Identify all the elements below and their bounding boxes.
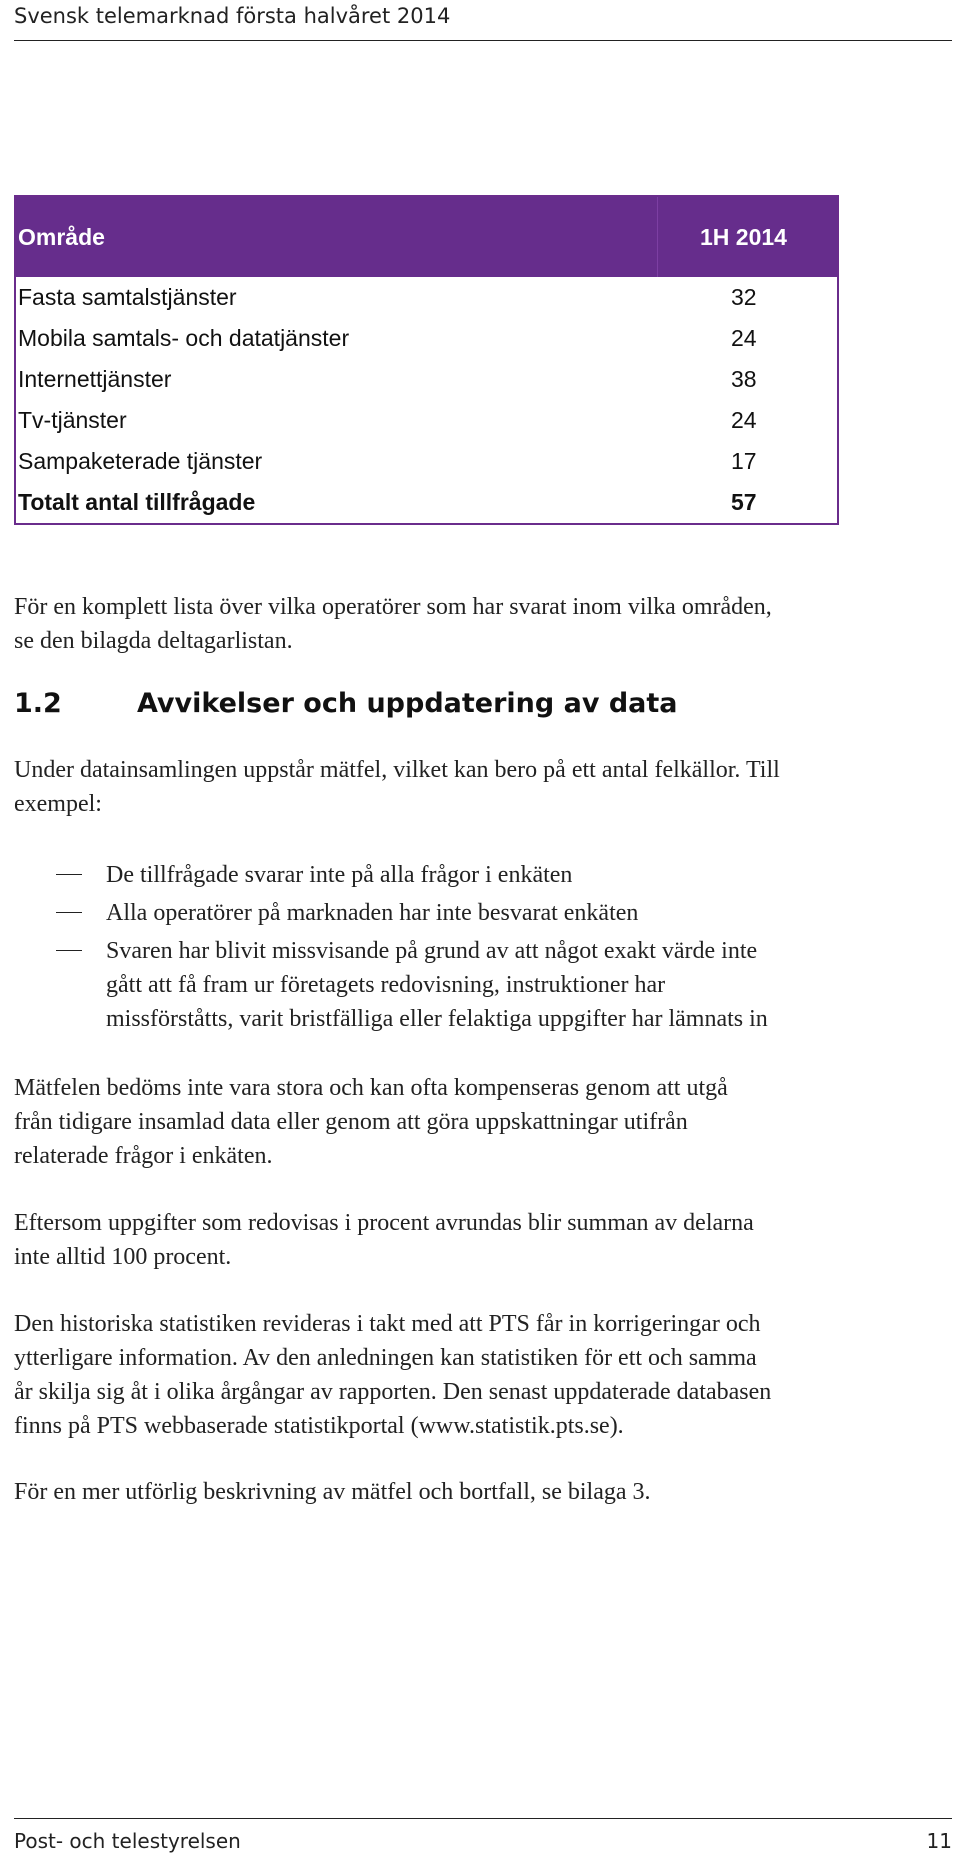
table-row: [16, 400, 837, 441]
list-item: [56, 896, 956, 930]
text-line: Den historiska statistiken revideras i takt med att PTS får in korrigeringar och: [14, 1311, 761, 1337]
respondents-table: [14, 195, 839, 525]
total-label: Totalt antal tillfrågade: [18, 489, 256, 515]
text-line: För en komplett lista över vilka operatörer som har svarat inom vilka områden,: [14, 594, 772, 620]
page-number: 11: [926, 1829, 952, 1853]
list-item-text: Alla operatörer på marknaden har inte besvarat enkäten: [106, 900, 639, 926]
text-line: se den bilagda deltagarlistan.: [14, 628, 293, 654]
text-line: finns på PTS webbaserade statistikportal (www.statistik.pts.se).: [14, 1413, 624, 1439]
dash-bullet-icon: [56, 896, 106, 930]
page-footer: [14, 1818, 952, 1853]
section-heading: [14, 688, 678, 719]
text-line: relaterade frågor i enkäten.: [14, 1143, 273, 1169]
table-total-row: [16, 482, 837, 523]
row-value: 17: [731, 448, 757, 474]
paragraph-rounding: [14, 1206, 954, 1274]
row-value: 38: [731, 366, 757, 392]
paragraph-appendix-reference: [14, 1475, 954, 1509]
text-line: Under datainsamlingen uppstår mätfel, vilket kan bero på ett antal felkällor. Till: [14, 757, 780, 783]
text-line: inte alltid 100 procent.: [14, 1244, 232, 1270]
list-item-text: De tillfrågade svarar inte på alla frågor i enkäten: [106, 862, 573, 888]
total-value: 57: [731, 489, 757, 515]
row-label: Tv-tjänster: [18, 407, 127, 433]
row-value: 32: [731, 284, 757, 310]
text-line: För en mer utförlig beskrivning av mätfel och bortfall, se bilaga 3.: [14, 1479, 651, 1505]
section-title: Avvikelser och uppdatering av data: [137, 688, 678, 719]
error-source-list: [56, 858, 956, 1040]
table-row: [16, 318, 837, 359]
paragraph-revisions: [14, 1307, 954, 1443]
table-row: [16, 441, 837, 482]
page-header: [14, 0, 952, 41]
paragraph-intro-errors: [14, 753, 954, 821]
text-line: Eftersom uppgifter som redovisas i procent avrundas blir summan av delarna: [14, 1210, 754, 1236]
text-line: exempel:: [14, 791, 102, 817]
dash-bullet-icon: [56, 934, 106, 1036]
table-row: [16, 277, 837, 318]
header-area: Område: [18, 224, 105, 250]
text-line: år skilja sig åt i olika årgångar av rapporten. Den senast uppdaterade databasen: [14, 1379, 772, 1405]
footer-organization: Post- och telestyrelsen: [14, 1829, 241, 1853]
table-row: [16, 359, 837, 400]
text-line: Svaren har blivit missvisande på grund av att något exakt värde inte: [106, 938, 758, 964]
text-line: Mätfelen bedöms inte vara stora och kan ofta kompenseras genom att utgå: [14, 1075, 728, 1101]
row-label: Fasta samtalstjänster: [18, 284, 237, 310]
text-line: missförståtts, varit bristfälliga eller felaktiga uppgifter har lämnats in: [106, 1006, 768, 1032]
text-line: ytterligare information. Av den anledningen kan statistiken för ett och samma: [14, 1345, 757, 1371]
document-title: Svensk telemarknad första halvåret 2014: [14, 4, 451, 28]
text-line: från tidigare insamlad data eller genom att göra uppskattningar utifrån: [14, 1109, 688, 1135]
row-value: 24: [731, 325, 757, 351]
list-item: [56, 934, 956, 1036]
dash-bullet-icon: [56, 858, 106, 892]
list-item: [56, 858, 956, 892]
table-body: [16, 277, 837, 523]
text-line: gått att få fram ur företagets redovisning, instruktioner har: [106, 972, 666, 998]
section-number: 1.2: [14, 688, 62, 719]
row-value: 24: [731, 407, 757, 433]
row-label: Internettjänster: [18, 366, 172, 392]
row-label: Sampaketerade tjänster: [18, 448, 263, 474]
row-label: Mobila samtals- och datatjänster: [18, 325, 350, 351]
intro-paragraph: [14, 590, 954, 658]
header-period: 1H 2014: [657, 197, 837, 277]
table-header-row: [16, 197, 837, 277]
list-item-text: [106, 934, 768, 1036]
paragraph-measurement-errors: [14, 1071, 954, 1173]
